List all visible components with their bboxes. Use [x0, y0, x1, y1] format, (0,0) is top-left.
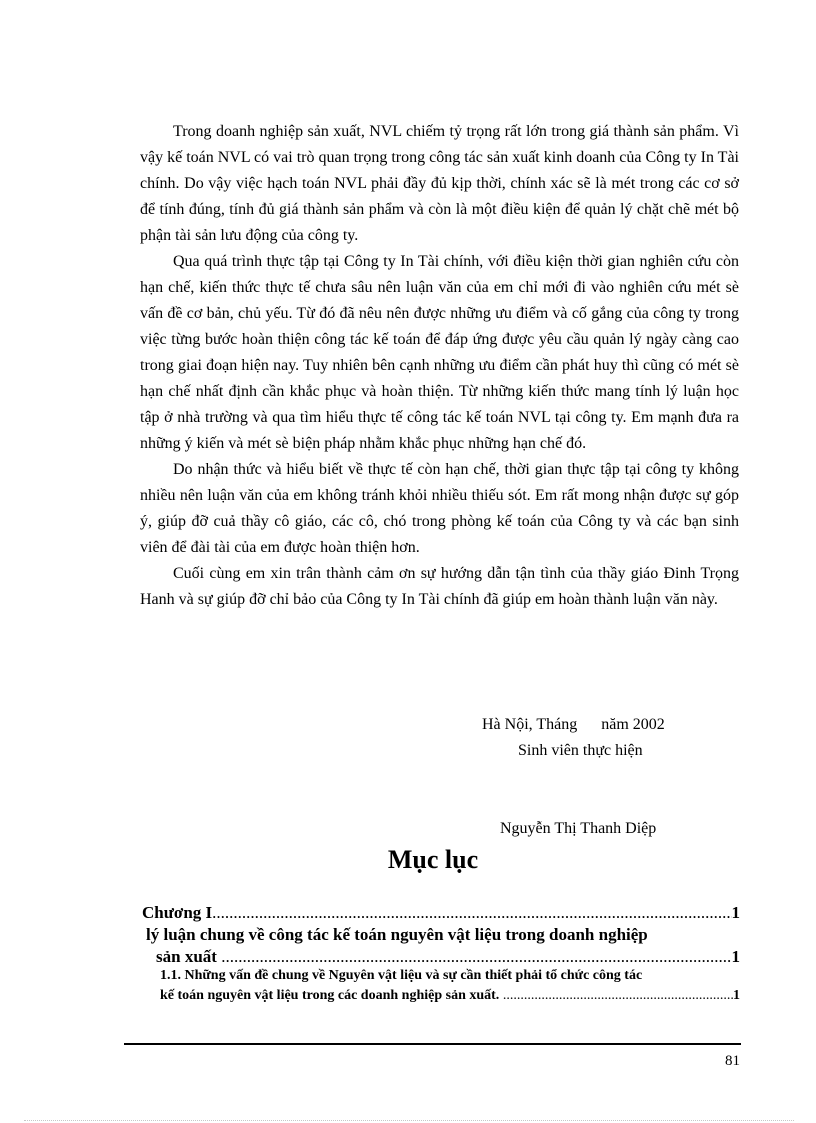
toc-entry-label: sản xuất [156, 947, 222, 966]
body-text [140, 119, 739, 613]
toc-title: Mục lục [387, 845, 479, 874]
toc-leader-dots [503, 988, 733, 1004]
paragraph-internship: Qua quá trình thực tập tại Công ty In Tài chính, với điều kiện thời gian nghiên cứu còn hạn chế, kiến thức thực tế chưa sâu nên luận văn của em chỉ mới đi vào nghiên cứu mét sè vấn đề cơ bản, chủ yếu. Từ đó đã nêu nên được những ưu điểm và cố gắng của công ty trong việc từng bước hoàn thiện công tác kế toán để đáp ứng được yêu cầu quản lý ngày càng cao trong giai đoạn hiện nay. Tuy nhiên bên cạnh những ưu điểm cần phát huy thì cũng có mét sè hạn chế nhất định cần khắc phục và hoàn thiện. Từ những kiến thức mang tính lý luận học tập ở nhà trường và qua tìm hiểu thực tế công tác kế toán NVL tại công ty. Em mạnh đưa ra những ý kiến và mét sè biện pháp nhằm khắc phục những hạn chế đó. [140, 253, 739, 452]
toc-entry-subsection[interactable] [160, 968, 740, 984]
toc-leader-dots [221, 947, 731, 967]
toc-entry-label: lý luận chung về công tác kế toán nguyên vật liệu trong doanh nghiệp [146, 925, 648, 944]
paragraph-intro: Trong doanh nghiệp sản xuất, NVL chiếm tỷ trọng rất lớn trong giá thành sản phẩm. Vì vậy kế toán NVL có vai trò quan trọng trong công tác sản xuất kinh doanh của Công ty In Tài chính. Do vậy việc hạch toán NVL phải đầy đủ kịp thời, chính xác sẽ là mét trong các cơ sở để tính đúng, tính đủ giá thành sản phẩm và còn là một điều kiện để quản lý chặt chẽ mét bộ phận tài sản lưu động của công ty. [140, 123, 739, 244]
toc-entry-page: 1 [733, 988, 740, 1003]
toc-entry-label: Chương I [142, 903, 213, 922]
toc-entry-chapter[interactable] [142, 903, 740, 923]
toc-entry-section-cont[interactable] [156, 947, 740, 967]
footer-divider [124, 1043, 741, 1045]
page-number: 81 [725, 1053, 740, 1069]
paragraph-thanks: Cuối cùng em xin trân thành cảm ơn sự hướng dẫn tận tình của thầy giáo Đinh Trọng Hanh và sự giúp đỡ chỉ bảo của Công ty In Tài chính đã giúp em hoàn thành luận văn này. [140, 565, 739, 608]
signature-date: Hà Nội, Tháng năm 2002 [482, 716, 665, 733]
toc-entry-page: 1 [731, 947, 740, 966]
toc-entry-section[interactable] [146, 925, 736, 945]
toc-leader-dots [212, 903, 731, 923]
page-bottom-border [24, 1120, 794, 1121]
toc-entry-label: 1.1. Những vấn đề chung về Nguyên vật liệu và sự cần thiết phải tổ chức công tác [160, 968, 643, 983]
paragraph-limitations: Do nhận thức và hiểu biết về thực tế còn hạn chế, thời gian thực tập tại công ty không nhiều nên luận văn của em không tránh khỏi nhiều thiếu sót. Em rất mong nhận được sự góp ý, giúp đỡ cuả thầy cô giáo, các cô, chó trong phòng kế toán của Công ty và các bạn sinh viên để đài tài của em được hoàn thiện hơn. [140, 461, 739, 556]
toc-entry-subsection-cont[interactable] [160, 988, 740, 1004]
toc-entry-page: 1 [731, 903, 740, 922]
signature-name: Nguyễn Thị Thanh Diệp [500, 820, 657, 837]
signature-role: Sinh viên thực hiện [518, 742, 643, 759]
toc-entry-label: kế toán nguyên vật liệu trong các doanh nghiệp sản xuất. [160, 988, 503, 1003]
